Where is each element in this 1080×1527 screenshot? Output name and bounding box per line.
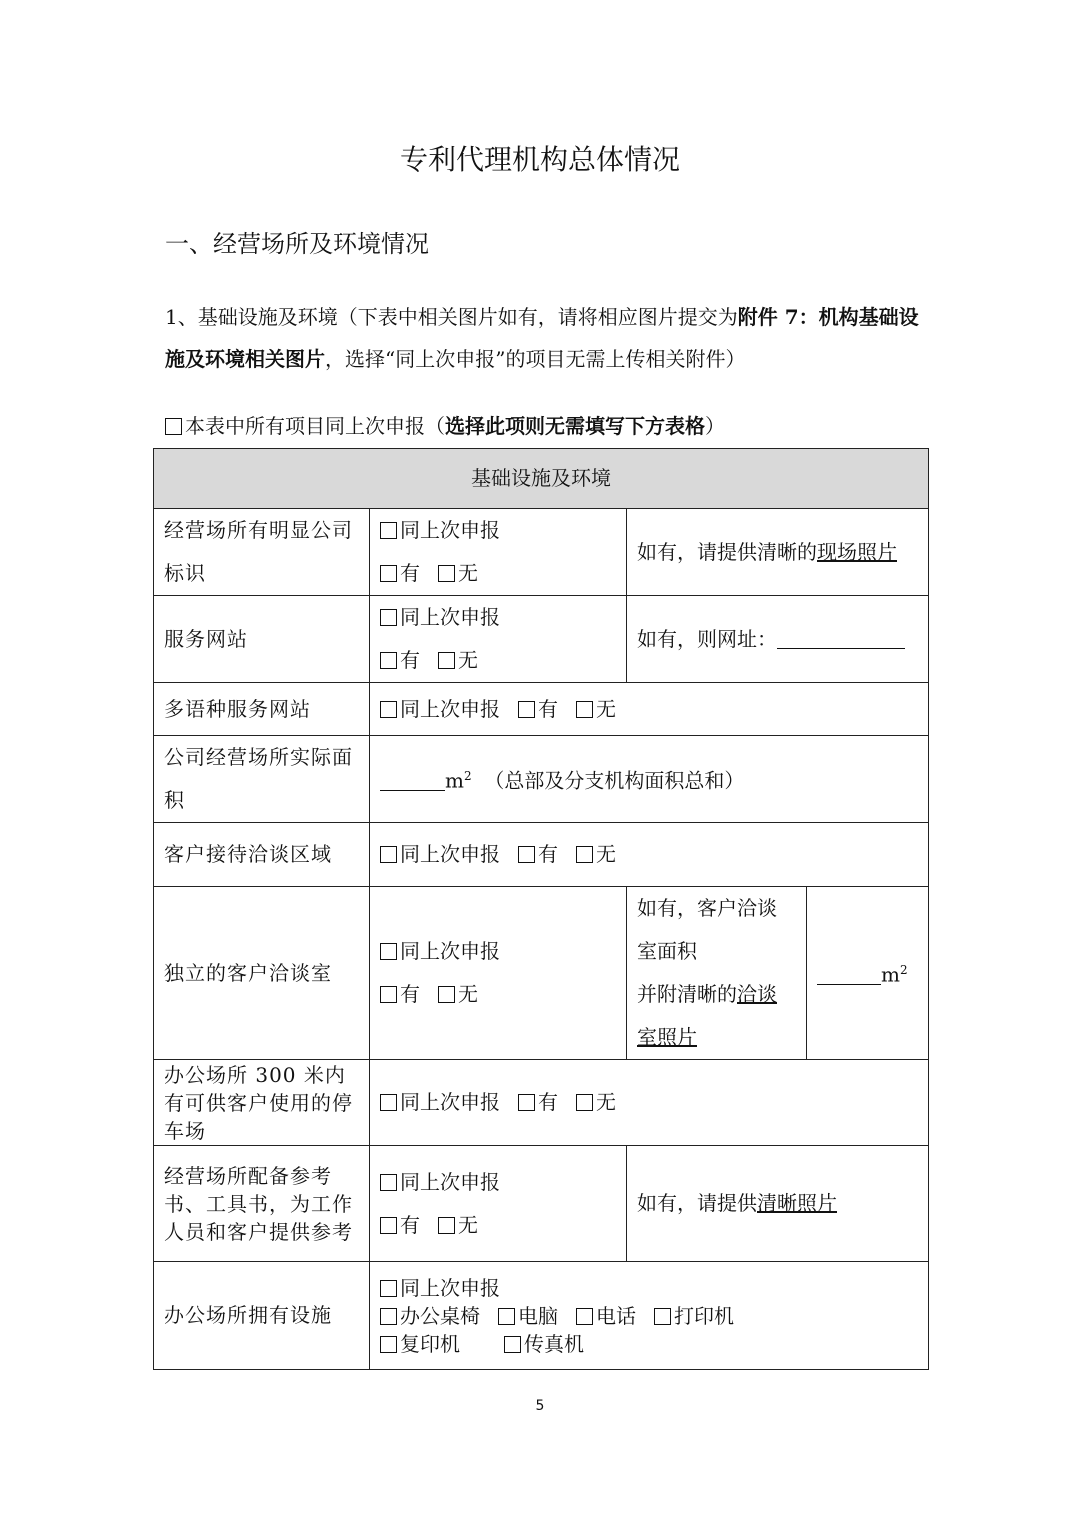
row-label: 多语种服务网站	[154, 683, 370, 736]
note-cell	[627, 1146, 929, 1262]
options-cell	[370, 683, 929, 736]
photo-link: 洽谈室照片	[637, 982, 777, 1049]
option-label: 同上次申报	[400, 518, 500, 542]
checkbox[interactable]	[576, 846, 593, 863]
option-label: 无	[596, 696, 616, 721]
checkbox[interactable]	[380, 1336, 397, 1353]
option-label: 打印机	[674, 1303, 734, 1328]
skip-table-option[interactable]	[165, 410, 725, 439]
option-label: 无	[458, 648, 478, 672]
checkbox[interactable]	[504, 1336, 521, 1353]
area-field[interactable]	[380, 770, 445, 791]
checkbox[interactable]	[380, 1217, 397, 1234]
option-label: 办公桌椅	[400, 1303, 480, 1328]
row-label: 独立的客户洽谈室	[154, 887, 370, 1060]
option-label: 无	[596, 1090, 616, 1114]
note-text: 如有，客户洽谈室面积	[637, 896, 777, 963]
intro-text: 1、基础设施及环境（下表中相关图片如有，请将相应图片提交为	[165, 305, 738, 329]
facilities-table	[153, 448, 929, 1370]
checkbox[interactable]	[498, 1308, 515, 1325]
options-cell	[370, 1262, 929, 1370]
checkbox[interactable]	[380, 846, 397, 863]
option-label: 同上次申报	[400, 842, 500, 866]
photo-link: 现场照片	[817, 539, 897, 564]
option-label: 同上次申报	[400, 1090, 500, 1114]
note-text: 如有，则网址：	[637, 626, 777, 651]
row-label: 公司经营场所实际面积	[154, 736, 370, 823]
checkbox[interactable]	[380, 986, 397, 1003]
checkbox[interactable]	[518, 846, 535, 863]
options-cell	[370, 1146, 627, 1262]
section-heading: 一、经营场所及环境情况	[165, 230, 429, 258]
option-label: 有	[538, 696, 558, 721]
checkbox[interactable]	[518, 701, 535, 718]
checkbox[interactable]	[380, 1308, 397, 1325]
option-label: 有	[400, 982, 420, 1006]
option-label: 有	[538, 842, 558, 866]
option-label: 电话	[596, 1303, 636, 1328]
page-number: 5	[535, 1398, 545, 1414]
checkbox[interactable]	[380, 1094, 397, 1111]
option-label: 无	[458, 1212, 478, 1237]
row-label: 经营场所有明显公司标识	[154, 509, 370, 596]
option-label: 复印机	[400, 1331, 460, 1356]
checkbox[interactable]	[438, 652, 455, 669]
options-cell	[370, 509, 627, 596]
option-label: 无	[458, 561, 478, 585]
row-label: 经营场所配备参考书、工具书，为工作人员和客户提供参考	[154, 1146, 370, 1262]
intro-tail: ，选择“同上次申报”的项目无需上传相关附件）	[325, 347, 746, 371]
skip-bold: 选择此项则无需填写下方表格	[445, 414, 705, 438]
option-label: 传真机	[524, 1331, 584, 1356]
row-label: 办公场所拥有设施	[154, 1262, 370, 1370]
checkbox[interactable]	[380, 565, 397, 582]
unit: m	[445, 768, 464, 793]
intro-paragraph	[165, 296, 925, 380]
note-text: （总部及分支机构面积总和）	[484, 768, 745, 793]
options-cell	[370, 887, 627, 1060]
checkbox[interactable]	[518, 1094, 535, 1111]
checkbox[interactable]	[380, 652, 397, 669]
options-cell	[370, 1060, 929, 1146]
note-cell	[627, 887, 807, 1060]
option-label: 有	[400, 561, 420, 585]
options-cell	[370, 596, 627, 683]
checkbox[interactable]	[380, 1174, 397, 1191]
option-label: 有	[400, 648, 420, 672]
unit-sup: 2	[463, 769, 472, 784]
skip-text: 本表中所有项目同上次申报（	[185, 414, 445, 438]
checkbox[interactable]	[380, 1280, 397, 1297]
note-text: 并附清晰的	[637, 982, 737, 1006]
note-text: 如有，请提供清晰的	[637, 539, 817, 564]
option-label: 有	[400, 1212, 420, 1237]
area-cell	[370, 736, 929, 823]
skip-tail: ）	[705, 414, 725, 438]
url-field[interactable]	[777, 628, 905, 649]
option-label: 同上次申报	[400, 605, 500, 629]
photo-link: 清晰照片	[757, 1191, 837, 1215]
unit: m	[881, 962, 900, 987]
option-label: 电脑	[518, 1303, 558, 1328]
note-text: 如有，请提供	[637, 1191, 757, 1215]
area-cell	[807, 887, 929, 1060]
checkbox[interactable]	[438, 565, 455, 582]
intro-bold: 附件 7：机构基础设施及环境相关图片	[165, 305, 919, 371]
note-cell	[627, 509, 929, 596]
checkbox[interactable]	[576, 1308, 593, 1325]
option-label: 同上次申报	[400, 696, 500, 721]
option-label: 有	[538, 1090, 558, 1114]
checkbox[interactable]	[438, 986, 455, 1003]
unit-sup: 2	[899, 963, 908, 978]
option-label: 无	[458, 982, 478, 1006]
checkbox[interactable]	[576, 701, 593, 718]
row-label: 客户接待洽谈区域	[154, 823, 370, 887]
area-field[interactable]	[817, 964, 881, 985]
checkbox[interactable]	[438, 1217, 455, 1234]
checkbox[interactable]	[380, 701, 397, 718]
note-cell	[627, 596, 929, 683]
checkbox[interactable]	[576, 1094, 593, 1111]
options-cell	[370, 823, 929, 887]
checkbox[interactable]	[380, 609, 397, 626]
option-label: 同上次申报	[400, 1275, 500, 1300]
row-label: 服务网站	[154, 596, 370, 683]
table-header: 基础设施及环境	[154, 449, 929, 509]
checkbox[interactable]	[165, 418, 182, 435]
row-label: 办公场所 300 米内有可供客户使用的停车场	[154, 1060, 370, 1146]
checkbox[interactable]	[380, 943, 397, 960]
option-label: 无	[596, 842, 616, 866]
option-label: 同上次申报	[400, 1169, 500, 1194]
option-label: 同上次申报	[400, 939, 500, 963]
checkbox[interactable]	[380, 522, 397, 539]
checkbox[interactable]	[654, 1308, 671, 1325]
page-title: 专利代理机构总体情况	[399, 143, 680, 176]
